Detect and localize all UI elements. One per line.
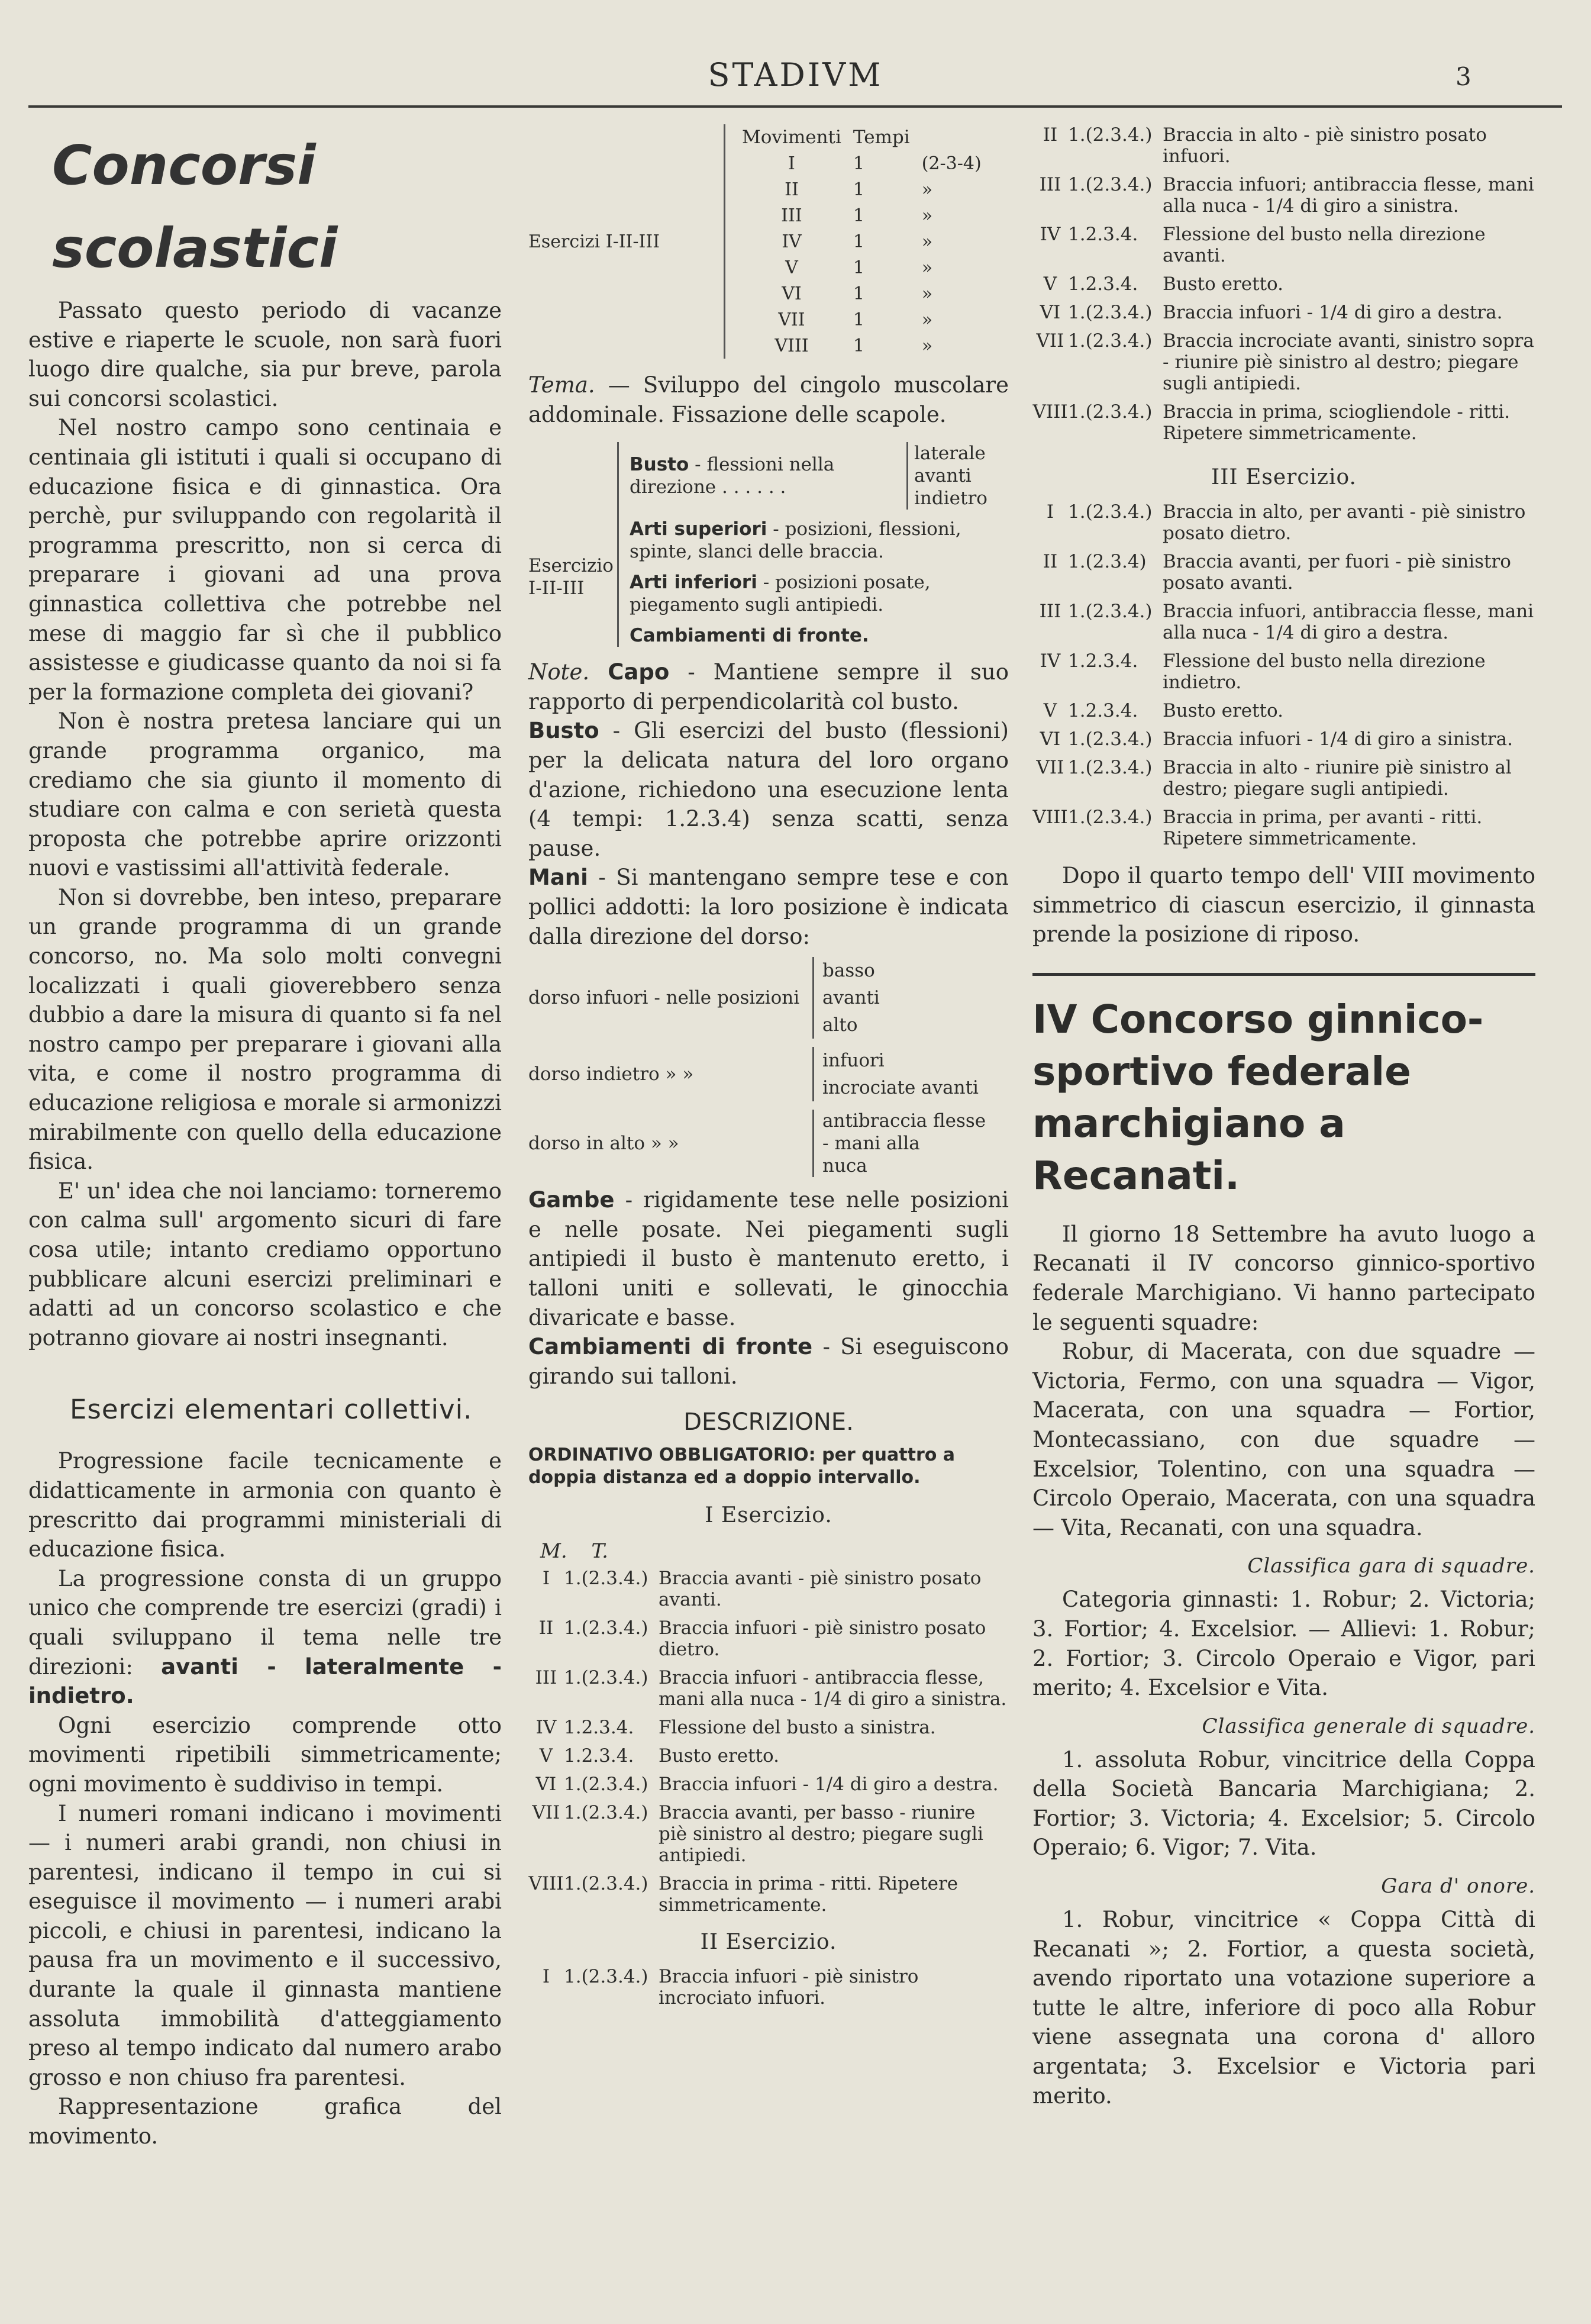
list-item: IV 1.2.3.4. Flessione del busto nella direzione indietro. (1040, 650, 1486, 693)
list-item: III 1.(2.3.4.) Braccia infuori; antibraccia flesse, mani alla nuca - 1/4 di giro a sinistra. (1039, 174, 1534, 217)
table-row: I 1 (2-3-4) (788, 153, 982, 174)
paragraph-2: Nel nostro campo sono centinaia e centinaia gli istituti i quali si occupano di educazione fisica e di ginnastica. Ora perchè, pur sviluppando con regolarità il programma prescritto, non si cerca di preparare i giovani ad una prova ginnastica collettiva che potrebbe nel mese di maggio far sì che il pubblico assistesse e giudicasse quanto da noi si fa per la formazione completa dei giovani? (28, 415, 502, 705)
paragraph-5: E' un' idea che noi lanciamo: torneremo con calma sull' argomento sicuri di fare cosa utile; intanto crediamo opportuno pubblicare alcuni esercizi preliminari e adatti ad un concorso scolastico e che potranno giovare ai nostri insegnanti. (28, 1178, 502, 1350)
exercise-3-list (1032, 501, 1535, 849)
paragraph-9: I numeri romani indicano i movimenti — i numeri arabi grandi, non chiusi in parentesi, indicano il tempo in cui si eseguisce il movimento — i numeri arabi piccoli, e chiusi in parentesi, indicano la pausa fra un movimento e il successivo, durante la quale il ginnasta mantiene assoluta immobilità d'atteggiamento preso al tempo indicato dal numero arabo grosso e non chiuso fra parentesi. (28, 1800, 502, 2090)
ordinativo-text: ORDINATIVO OBBLIGATORIO: per quattro a doppia distanza ed a doppio intervallo. (528, 1445, 956, 1488)
section-divider (1032, 973, 1535, 976)
list-item: IV 1.2.3.4. Flessione del busto nella direzione avanti. (1040, 224, 1486, 266)
classifica-squadre-title: Classifica gara di squadre. (1247, 1554, 1535, 1578)
list-item: II 1.(2.3.4.) Braccia in alto - piè sinistro posato infuori. (1043, 124, 1487, 167)
note-mani: Mani - Si mantengano sempre tese e con pollici addotti: la loro posizione è indicata dalla direzione del dorso: (528, 865, 1009, 949)
gara-onore-title: Gara d' onore. (1381, 1874, 1535, 1898)
movements-table-wrap (724, 124, 987, 359)
exercise-1-title: I Esercizio. (705, 1503, 832, 1528)
exercise-1-list (528, 1568, 1009, 1916)
busto-text: - flessioni nella direzione . . . . . . (630, 454, 835, 498)
table-row: III 1 » (781, 205, 933, 226)
table-row: VII 1 » (778, 309, 933, 330)
mt-header: M. T. (540, 1539, 608, 1564)
exercise-3-title: III Esercizio. (1211, 465, 1357, 489)
list-item: I 1.(2.3.4.) Braccia in alto, per avanti - piè sinistro posato dietro. (1046, 501, 1526, 544)
classifica-generale-text: 1. assoluta Robur, vincitrice della Coppa della Società Bancaria Marchigiana; 2. Fortior; 3. Victoria; 4. Excelsior; 5. Circolo Operaio; 6. Vigor; 7. Vita. (1032, 1746, 1535, 1861)
list-item: II 1.(2.3.4.) Braccia infuori - piè sinistro posato dietro. (538, 1617, 986, 1661)
column-middle (528, 124, 1009, 2016)
tema-text: — Sviluppo del cingolo muscolare addominale. Fissazione delle scapole. (528, 372, 1009, 427)
col-head-tempi: Tempi (853, 127, 910, 148)
list-item: VIII 1.(2.3.4.) Braccia in prima - ritti. Ripetere simmetricamente. (528, 1873, 959, 1916)
table-row: V 1 » (785, 257, 933, 278)
note-capo: Note. Capo - Mantiene sempre il suo rapporto di perpendicolarità col busto. (528, 659, 1009, 714)
list-item: V 1.2.3.4. Busto eretto. (539, 1745, 780, 1767)
paragraph-6: Progressione facile tecnicamente e didatticamente in armonia con quanto è prescritto dai programmi ministeriali di educazione fisica. (28, 1448, 502, 1562)
list-item: V 1.2.3.4. Busto eretto. (1043, 273, 1284, 295)
paragraph-8: Ogni esercizio comprende otto movimenti ripetibili simmetricamente; ogni movimento è suddiviso in tempi. (28, 1712, 502, 1797)
dorso-row-1: dorso infuori - nelle posizioni basso avanti alto (528, 957, 1009, 1039)
classifica-squadre-text: Categoria ginnasti: 1. Robur; 2. Victoria; 3. Fortior; 4. Excelsior. — Allievi: 1. Robur; 2. Fortior; 3. Circolo Operaio e Vigor, pari merito; 4. Excelsior e Vita. (1032, 1587, 1535, 1701)
esercizio-label: Esercizio I-II-III (528, 555, 614, 599)
col-head-movimenti: Movimenti (742, 127, 841, 148)
note-busto: Busto - Gli esercizi del busto (flessioni) per la delicata natura del loro organo d'azione, richiedono una esecuzione lenta (4 tempi: 1.2.3.4) senza scatti, senza pause. (528, 718, 1009, 861)
paragraph-3: Non è nostra pretesa lanciare qui un grande programma organico, ma crediamo che sia giunto il momento di studiare con calma e con serietà questa proposta che potrebbe aprire orizzonti nuovi e vastissimi all'attività federale. (28, 708, 502, 881)
section-subtitle: Esercizi elementari collettivi. (70, 1394, 473, 1426)
table-row: II 1 » (785, 179, 933, 200)
article-title: Concorsi scolastici (52, 134, 338, 280)
esercizio-block (528, 442, 1009, 647)
list-item: V 1.2.3.4. Busto eretto. (1043, 700, 1284, 721)
table-row: VI 1 » (782, 283, 933, 304)
column-left (28, 124, 502, 2151)
paragraph-1: Passato questo periodo di vacanze estive e riaperte le scuole, non sarà fuori luogo dire qualche, sia pur breve, parola sui concorsi scolastici. (28, 298, 502, 411)
list-item: III 1.(2.3.4.) Braccia infuori - antibraccia flesse, mani alla nuca - 1/4 di giro a sinistra. (535, 1667, 1007, 1710)
page-number: 3 (1456, 62, 1471, 91)
concorso-title: IV Concorso ginnico-sportivo federale marchigiano a Recanati. (1032, 996, 1484, 1198)
table-row: VIII 1 » (774, 335, 933, 356)
list-item: VII 1.(2.3.4.) Braccia incrociate avanti, sinistro sopra - riunire piè sinistro al destro; piegare sugli antipiedi. (1036, 330, 1534, 394)
paragraph-7 (28, 1564, 502, 1711)
note-cambiamenti: Cambiamenti di fronte - Si eseguiscono girando sui talloni. (528, 1334, 1009, 1389)
list-item: VIII 1.(2.3.4.) Braccia in prima, per avanti - ritti. Ripetere simmetricamente. (1032, 807, 1483, 849)
busto-row (630, 442, 1009, 510)
paragraph-10: Rappresentazione grafica del movimento. (28, 2094, 502, 2149)
busto-directions: laterale avanti indietro (906, 442, 1009, 510)
gara-onore-text: 1. Robur, vincitrice « Coppa Città di Recanati »; 2. Fortior, a questa società, avendo riportato una votazione superiore a tutte le altre, inferiore di poco alla Robur viene assegnata una corona d' alloro argentata; 3. Excelsior e Victoria pari merito. (1032, 1907, 1535, 2109)
column-right (1032, 124, 1535, 2110)
paragraph-4: Non si dovrebbe, ben inteso, preparare un grande programma di un grande concorso, no. Ma solo molti convegni localizzati i quali gioverebbero senza dubbio a dare la misura di quanto si fa nel nostro campo per preparare i giovani alla vita, e come il nostro programma di educazione religiosa e morale si armonizzi mirabilmente con quello della educazione fisica. (28, 884, 502, 1175)
classifica-generale-title: Classifica generale di squadre. (1202, 1714, 1535, 1738)
paragraph-7-text: La progressione consta di un gruppo unico che comprende tre esercizi (gradi) i quali sviluppano il tema nelle tre direzioni: (28, 1565, 502, 1680)
list-item: VI 1.(2.3.4.) Braccia infuori - 1/4 di giro a destra. (535, 1774, 999, 1796)
movements-table (736, 124, 987, 359)
list-item: I 1.(2.3.4.) Braccia avanti - piè sinistro posato avanti. (542, 1568, 982, 1611)
esercizi-label: Esercizi I-II-III (528, 231, 660, 252)
list-item: VI 1.(2.3.4.) Braccia infuori - 1/4 di giro a sinistra. (1040, 729, 1513, 750)
concorso-paragraph-1: Il giorno 18 Settembre ha avuto luogo a Recanati il IV concorso ginnico-sportivo federale Marchigiano. Vi hanno partecipato le seguenti squadre: (1032, 1221, 1535, 1335)
dorso-row-2: dorso indietro » » infuori incrociate avanti (528, 1047, 1009, 1101)
tema-paragraph (528, 370, 1009, 429)
arti-superiori: Arti superiori - posizioni, flessioni, spinte, slanci delle braccia. (630, 518, 961, 563)
masthead-title: STADIVM (708, 56, 883, 94)
note-gambe: Gambe - rigidamente tese nelle posizioni e nelle posate. Nei piegamenti sugli antipiedi il busto è mantenuto eretto, i talloni uniti e sollevati, le ginocchia divaricate e basse. (528, 1187, 1009, 1330)
list-item: I 1.(2.3.4.) Braccia infuori - piè sinistro incrociato infuori. (542, 1966, 919, 2009)
tema-label: Tema. (528, 372, 595, 398)
concorso-paragraph-2: Robur, di Macerata, con due squadre — Victoria, Fermo, con una squadra — Vigor, Macerata, con una squadra — Fortior, Montecassiano, con due squadre — Excelsior, Tolentino, con una squadra — Circolo Operaio, Macerata, con una squadra — Vita, Recanati, con una squadra. (1032, 1339, 1535, 1540)
list-item: IV 1.2.3.4. Flessione del busto a sinistra. (535, 1717, 936, 1739)
list-item: VII 1.(2.3.4.) Braccia in alto - riunire piè sinistro al destro; piegare sugli antipiedi. (1036, 757, 1512, 800)
exercise-2-list (1032, 124, 1535, 451)
list-item: VIII 1.(2.3.4.) Braccia in prima, sciogliendole - ritti. Ripetere simmetricamente. (1032, 401, 1511, 444)
busto-label: Busto (630, 454, 689, 476)
exercise-2-title: II Esercizio. (700, 1930, 837, 1955)
list-item: VII 1.(2.3.4.) Braccia avanti, per basso - riunire piè sinistro al destro; piegare sugli antipiedi. (532, 1802, 983, 1867)
list-item: VI 1.(2.3.4.) Braccia infuori - 1/4 di giro a destra. (1040, 302, 1503, 323)
cambiamenti-label: Cambiamenti di fronte. (630, 625, 869, 647)
dorso-row-3: dorso in alto » » antibraccia flesse - mani alla nuca (528, 1110, 986, 1177)
movements-table-block (528, 124, 1009, 359)
arti-inferiori: Arti inferiori - posizioni posate, piegamento sugli antipiedi. (630, 572, 931, 616)
list-item: III 1.(2.3.4.) Braccia infuori, antibraccia flesse, mani alla nuca - 1/4 di giro a destra. (1039, 601, 1534, 643)
header-rule (28, 105, 1562, 108)
descrizione-title: DESCRIZIONE. (683, 1408, 854, 1436)
list-item: II 1.(2.3.4) Braccia avanti, per fuori - piè sinistro posato avanti. (1043, 551, 1511, 594)
table-row: IV 1 » (782, 231, 933, 252)
paragraph-7-directions: avanti - lateralmente - indietro. (28, 1653, 502, 1709)
dopo-paragraph: Dopo il quarto tempo dell' VIII movimento simmetrico di ciascun esercizio, il ginnasta prende la posizione di riposo. (1032, 863, 1535, 947)
